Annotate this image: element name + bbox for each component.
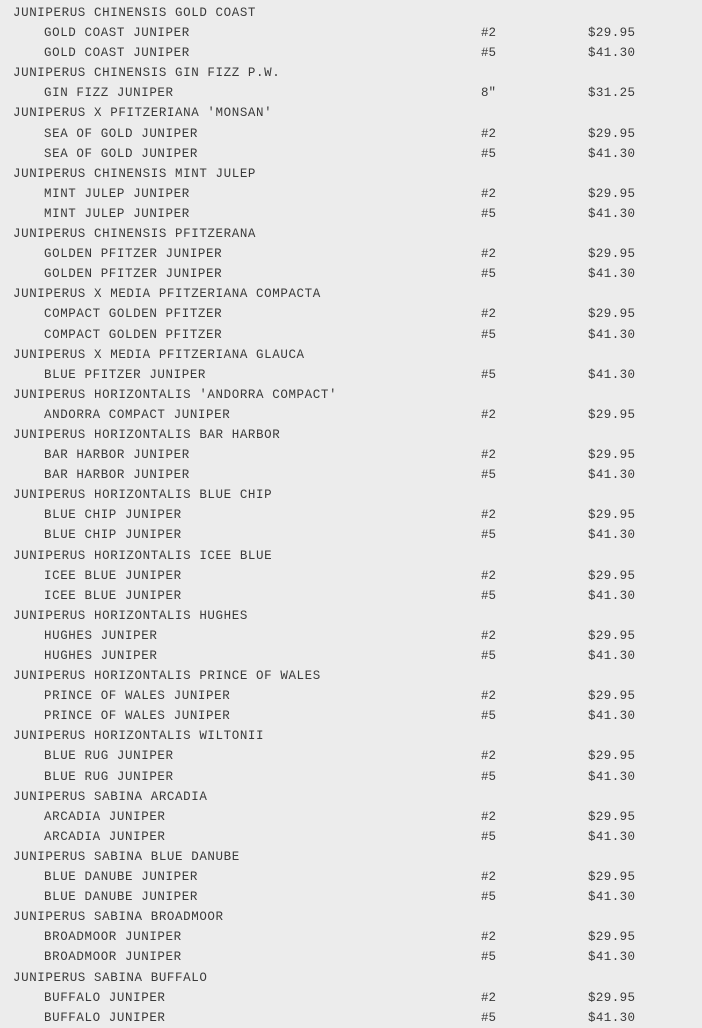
container-size: #5 [481, 709, 497, 724]
price-list-row [0, 204, 702, 224]
genus-heading: JUNIPERUS X PFITZERIANA 'MONSAN' [13, 106, 273, 121]
plant-name: BAR HARBOR JUNIPER [44, 448, 190, 463]
plant-name: BLUE PFITZER JUNIPER [44, 367, 207, 382]
price: $29.95 [588, 990, 636, 1005]
container-size: #2 [481, 186, 497, 201]
price: $41.30 [588, 769, 636, 784]
genus-heading: JUNIPERUS SABINA BROADMOOR [13, 910, 224, 925]
container-size: #5 [481, 468, 497, 483]
genus-heading: JUNIPERUS CHINENSIS PFITZERANA [13, 227, 257, 242]
price-list-row [0, 465, 702, 485]
price-list-row [0, 927, 702, 947]
plant-name: GOLD COAST JUNIPER [44, 46, 190, 61]
price-list-row [0, 43, 702, 63]
genus-heading: JUNIPERUS X MEDIA PFITZERIANA GLAUCA [13, 347, 305, 362]
container-size: #2 [481, 930, 497, 945]
price: $29.95 [588, 186, 636, 201]
plant-name: SEA OF GOLD JUNIPER [44, 126, 198, 141]
container-size: #2 [481, 568, 497, 583]
plant-name: BLUE CHIP JUNIPER [44, 508, 182, 523]
price-list-row [0, 807, 702, 827]
plant-name: ANDORRA COMPACT JUNIPER [44, 407, 231, 422]
plant-name: GOLDEN PFITZER JUNIPER [44, 267, 223, 282]
plant-name: BLUE RUG JUNIPER [44, 749, 174, 764]
price-list-row [0, 124, 702, 144]
price-list-row [0, 887, 702, 907]
price-list-row [0, 405, 702, 425]
container-size: #2 [481, 126, 497, 141]
container-size: #5 [481, 588, 497, 603]
price-list-row [0, 767, 702, 787]
price: $29.95 [588, 568, 636, 583]
plant-name: HUGHES JUNIPER [44, 628, 158, 643]
plant-name: ARCADIA JUNIPER [44, 809, 166, 824]
plant-name: HUGHES JUNIPER [44, 649, 158, 663]
plant-name: PRINCE OF WALES JUNIPER [44, 689, 231, 704]
container-size: #5 [481, 367, 497, 382]
genus-heading: JUNIPERUS SABINA BLUE DANUBE [13, 849, 240, 864]
container-size: #2 [481, 990, 497, 1005]
price-list-row [0, 445, 702, 465]
price: $29.95 [588, 126, 636, 141]
plant-name: BLUE RUG JUNIPER [44, 769, 174, 784]
price: $29.95 [588, 628, 636, 643]
genus-heading: JUNIPERUS HORIZONTALIS HUGHES [13, 608, 248, 623]
genus-heading: JUNIPERUS CHINENSIS MINT JULEP [13, 166, 257, 181]
container-size: #2 [481, 26, 497, 41]
plant-name: ICEE BLUE JUNIPER [44, 588, 182, 603]
price: $41.30 [588, 146, 636, 161]
plant-price-list [0, 3, 702, 1028]
plant-name: GOLDEN PFITZER JUNIPER [44, 247, 223, 262]
price-list-row [0, 244, 702, 264]
price: $29.95 [588, 930, 636, 945]
price: $31.25 [588, 86, 636, 101]
container-size: #5 [481, 890, 497, 905]
price: $41.30 [588, 468, 636, 483]
price: $41.30 [588, 588, 636, 603]
price-list-row [0, 746, 702, 766]
price: $29.95 [588, 407, 636, 422]
price: $29.95 [588, 809, 636, 824]
container-size: #2 [481, 508, 497, 523]
plant-name: COMPACT GOLDEN PFITZER [44, 307, 223, 322]
price-list-row [0, 867, 702, 887]
price-list-row [0, 144, 702, 164]
price-list-row [0, 686, 702, 706]
plant-name: BROADMOOR JUNIPER [44, 950, 182, 965]
plant-name: BAR HARBOR JUNIPER [44, 468, 190, 483]
plant-name: BUFFALO JUNIPER [44, 1010, 166, 1025]
genus-heading: JUNIPERUS HORIZONTALIS WILTONII [13, 729, 265, 744]
plant-name: GIN FIZZ JUNIPER [44, 86, 174, 101]
price: $41.30 [588, 950, 636, 965]
price: $41.30 [588, 327, 636, 342]
genus-heading: JUNIPERUS HORIZONTALIS BAR HARBOR [13, 427, 281, 442]
container-size: #5 [481, 950, 497, 965]
price-list-row [0, 626, 702, 646]
price: $29.95 [588, 870, 636, 885]
genus-heading: JUNIPERUS CHINENSIS GIN FIZZ P.W. [13, 66, 281, 81]
plant-name: SEA OF GOLD JUNIPER [44, 146, 198, 161]
price: $41.30 [588, 46, 636, 61]
price-list-row [0, 1008, 702, 1028]
price-list-row [0, 325, 702, 345]
price: $41.30 [588, 1010, 636, 1025]
price: $41.30 [588, 528, 636, 543]
price: $41.30 [588, 829, 636, 844]
container-size: #5 [481, 649, 497, 663]
plant-name: BLUE CHIP JUNIPER [44, 528, 182, 543]
price-list-row [0, 505, 702, 525]
plant-name: ARCADIA JUNIPER [44, 829, 166, 844]
container-size: #2 [481, 307, 497, 322]
genus-heading: JUNIPERUS CHINENSIS GOLD COAST [13, 6, 257, 20]
price: $29.95 [588, 689, 636, 704]
plant-name: MINT JULEP JUNIPER [44, 186, 190, 201]
container-size: #5 [481, 829, 497, 844]
container-size: #2 [481, 407, 497, 422]
plant-name: MINT JULEP JUNIPER [44, 206, 190, 221]
genus-heading: JUNIPERUS HORIZONTALIS BLUE CHIP [13, 488, 273, 503]
price: $29.95 [588, 26, 636, 41]
container-size: 8" [481, 86, 497, 101]
container-size: #2 [481, 247, 497, 262]
container-size: #2 [481, 809, 497, 824]
container-size: #5 [481, 46, 497, 61]
genus-heading: JUNIPERUS HORIZONTALIS PRINCE OF WALES [13, 669, 321, 684]
genus-heading: JUNIPERUS SABINA ARCADIA [13, 789, 208, 804]
container-size: #5 [481, 1010, 497, 1025]
plant-name: BROADMOOR JUNIPER [44, 930, 182, 945]
price: $29.95 [588, 749, 636, 764]
price: $41.30 [588, 709, 636, 724]
price-list-row [0, 586, 702, 606]
price-list-row [0, 83, 702, 103]
container-size: #2 [481, 448, 497, 463]
container-size: #5 [481, 528, 497, 543]
price: $29.95 [588, 247, 636, 262]
price: $41.30 [588, 206, 636, 221]
price: $41.30 [588, 890, 636, 905]
container-size: #5 [481, 327, 497, 342]
price-list-row [0, 566, 702, 586]
price: $29.95 [588, 508, 636, 523]
price: $29.95 [588, 307, 636, 322]
price-list-row [0, 827, 702, 847]
price: $41.30 [588, 649, 636, 663]
container-size: #5 [481, 146, 497, 161]
plant-name: COMPACT GOLDEN PFITZER [44, 327, 223, 342]
plant-name: BUFFALO JUNIPER [44, 990, 166, 1005]
price: $41.30 [588, 367, 636, 382]
container-size: #2 [481, 628, 497, 643]
genus-heading: JUNIPERUS HORIZONTALIS 'ANDORRA COMPACT' [13, 387, 338, 402]
plant-name: BLUE DANUBE JUNIPER [44, 870, 198, 885]
price: $41.30 [588, 267, 636, 282]
plant-name: GOLD COAST JUNIPER [44, 26, 190, 41]
price-list-row [0, 988, 702, 1008]
container-size: #2 [481, 749, 497, 764]
plant-name: BLUE DANUBE JUNIPER [44, 890, 198, 905]
container-size: #2 [481, 689, 497, 704]
genus-heading: JUNIPERUS HORIZONTALIS ICEE BLUE [13, 548, 273, 563]
price-list-row [0, 706, 702, 726]
plant-name: PRINCE OF WALES JUNIPER [44, 709, 231, 724]
container-size: #5 [481, 267, 497, 282]
price-list-row [0, 264, 702, 284]
price-list-row [0, 646, 702, 666]
price-list-row [0, 23, 702, 43]
plant-name: ICEE BLUE JUNIPER [44, 568, 182, 583]
price-list-row [0, 525, 702, 545]
price-list-row [0, 365, 702, 385]
container-size: #5 [481, 206, 497, 221]
price-list-row [0, 304, 702, 324]
genus-heading: JUNIPERUS SABINA BUFFALO [13, 970, 208, 985]
container-size: #5 [481, 769, 497, 784]
price: $29.95 [588, 448, 636, 463]
container-size: #2 [481, 870, 497, 885]
price-list-row [0, 947, 702, 967]
price-list-row [0, 184, 702, 204]
genus-heading: JUNIPERUS X MEDIA PFITZERIANA COMPACTA [13, 287, 321, 302]
